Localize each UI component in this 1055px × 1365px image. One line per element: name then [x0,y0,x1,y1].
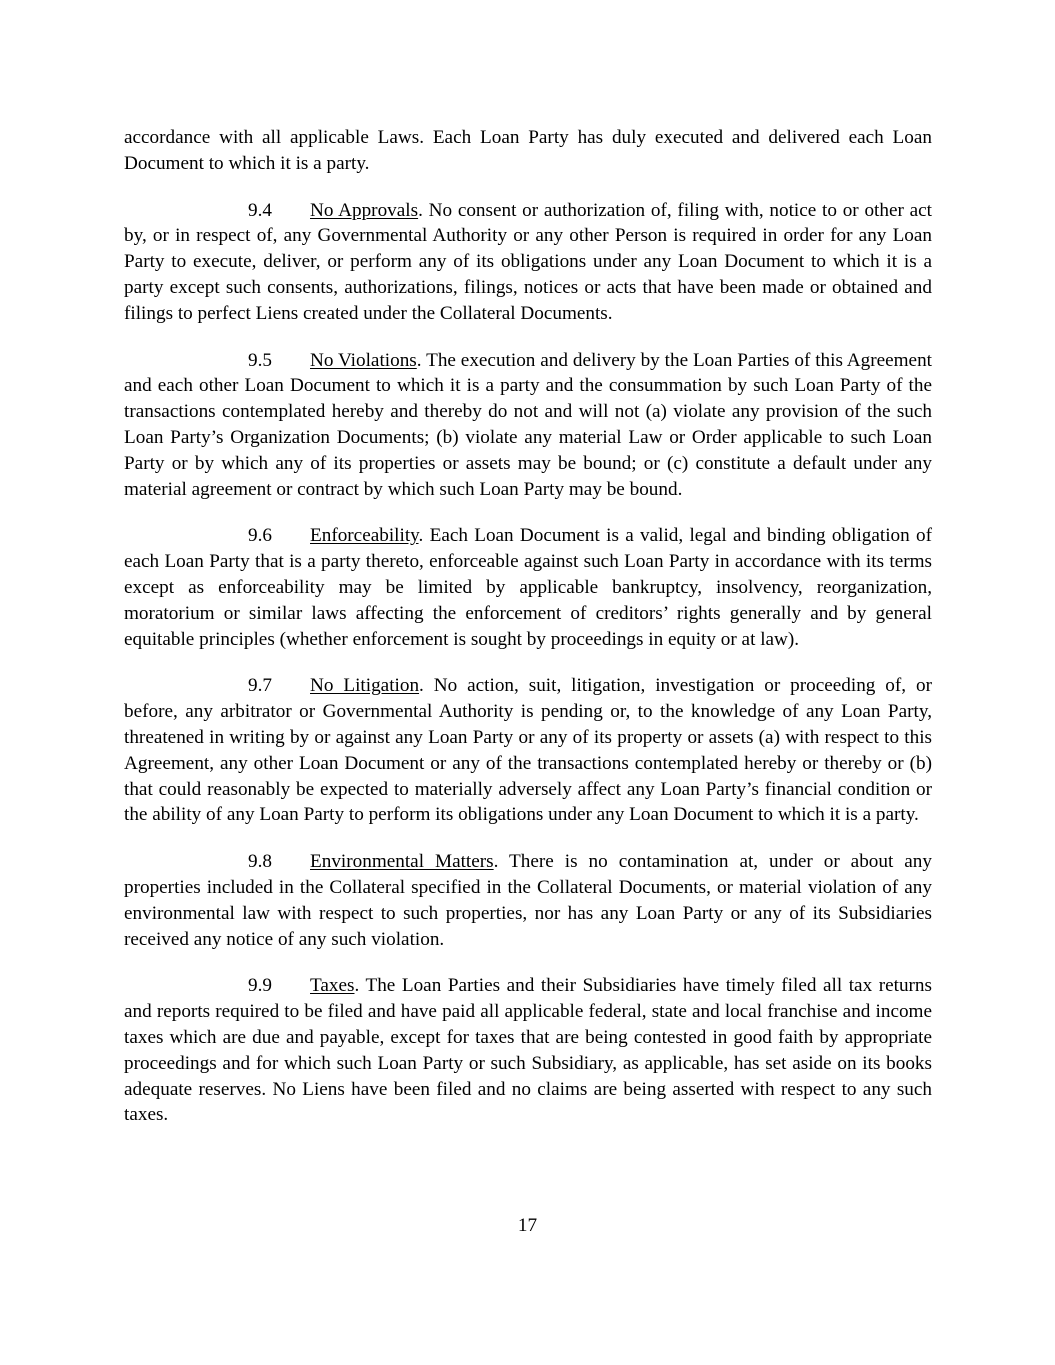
section-heading: Taxes [310,975,355,997]
section-heading: No Violations [310,349,417,371]
section-body: . Each Loan Document is a valid, legal and binding obligation of each Loan Party that is a party thereto, enforceable against such Loan Party in accordance with its terms except as enforceability may be limited by applicable bankruptcy, insolvency, reorganization, moratorium or similar laws affecting the enforcement of creditors’ rights generally and by general equitable principles (whether enforcement is sought by proceedings in equity or at law). [124,525,932,650]
section-9-8 [124,849,932,952]
section-body: . There is no contamination at, under or about any properties included in the Collateral specified in the Collateral Documents, or material violation of any environmental law with respect to such properties, nor has any Loan Party or any of its Subsidiaries received any notice of any such violation. [124,851,932,950]
section-number: 9.6 [248,525,272,547]
page-number: 17 [517,1215,538,1236]
section-body: . No consent or authorization of, filing with, notice to or other act by, or in respect of, any Governmental Authority or any other Person is required in order for any Loan Party to execute, deliver, or perform any of its obligations under any Loan Document to which it is a party except such consents, authorizations, filings, notices or acts that have been made or obtained and filings to perfect Liens created under the Collateral Documents. [124,199,932,324]
section-body: . The execution and delivery by the Loan Parties of this Agreement and each other Loan Document to which it is a party and the consummation by such Loan Party of the transactions contemplated hereby and thereby do not and will not (a) violate any provision of the such Loan Party’s Organization Documents; (b) violate any material Law or Order applicable to such Loan Party or by which any of its properties or assets may be bound; or (c) constitute a default under any material agreement or contract by which such Loan Party may be bound. [124,349,932,500]
section-body: . The Loan Parties and their Subsidiaries have timely filed all tax returns and reports required to be filed and have paid all applicable federal, state and local franchise and income taxes which are due and payable, except for taxes that are being contested in good faith by appropriate proceedings and for which such Loan Party or such Subsidiary, as applicable, has set aside on its books adequate reserves. No Liens have been filed and no claims are being asserted with respect to any such taxes. [124,975,932,1126]
document-body [124,125,932,1149]
section-9-5 [124,348,932,503]
section-number: 9.9 [248,975,272,997]
section-body: . No action, suit, litigation, investigation or proceeding of, or before, any arbitrator or Governmental Authority is pending or, to the knowledge of any Loan Party, threatened in writing by or against any Loan Party or any of its property or assets (a) with respect to this Agreement, any other Loan Document or any of the transactions contemplated hereby or thereby or (b) that could reasonably be expected to materially adversely affect any Loan Party’s financial condition or the ability of any Loan Party to perform its obligations under any Loan Document to which it is a party. [124,675,932,826]
section-heading: Enforceability [310,525,419,547]
section-number: 9.7 [248,675,272,697]
section-number: 9.4 [248,199,272,221]
section-heading: No Approvals [310,199,419,221]
intro-paragraph: accordance with all applicable Laws. Each Loan Party has duly executed and delivered each Loan Document to which it is a party. [124,127,932,174]
section-9-4 [124,198,932,327]
section-9-7 [124,673,932,828]
section-heading: Environmental Matters [310,851,494,873]
section-9-6 [124,523,932,652]
section-9-9 [124,973,932,1128]
section-heading: No Litigation [310,675,420,697]
section-number: 9.8 [248,851,272,873]
section-number: 9.5 [248,349,272,371]
